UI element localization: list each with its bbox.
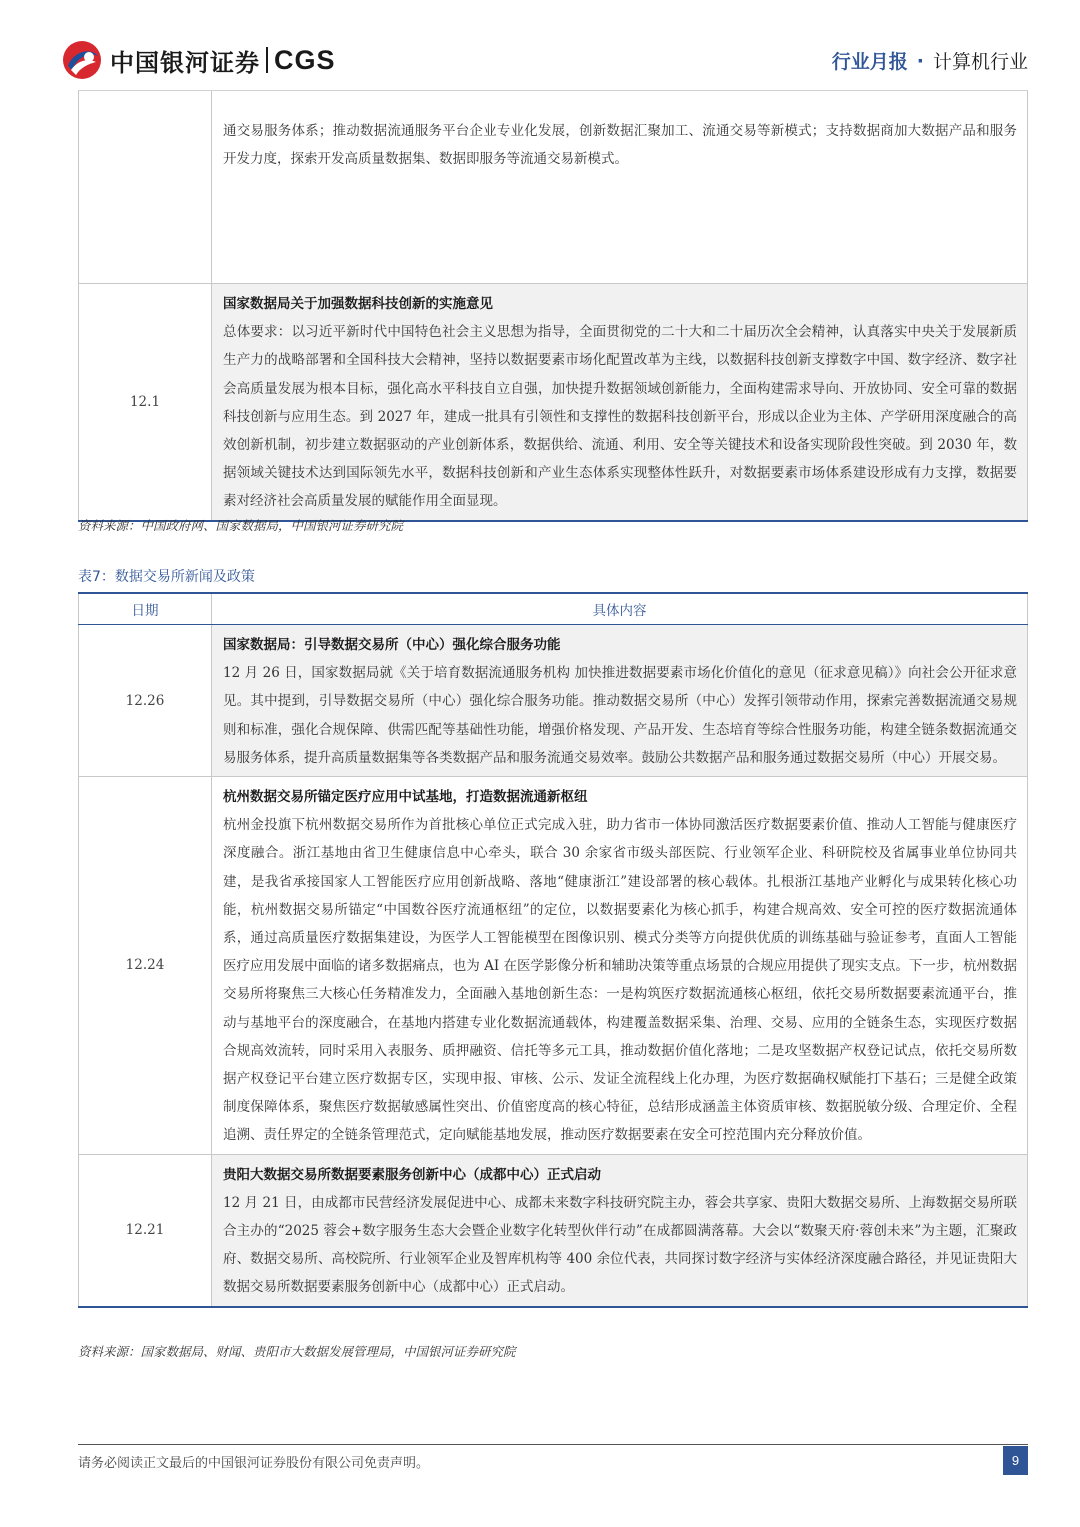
logo-divider — [266, 47, 268, 73]
date-cell: 12.1 — [79, 284, 212, 521]
content-title: 国家数据局关于加强数据科技创新的实施意见 — [223, 296, 493, 312]
content-title: 国家数据局：引导数据交易所（中心）强化综合服务功能 — [223, 637, 561, 653]
table-row — [79, 91, 1028, 284]
table-row — [79, 777, 1028, 1155]
content-title: 贵阳大数据交易所数据要素服务创新中心（成都中心）正式启动 — [223, 1166, 601, 1183]
date-cell: 12.21 — [79, 1154, 212, 1307]
logo-chinese-name: 中国银河证券 — [110, 48, 260, 77]
content-title: 杭州数据交易所锚定医疗应用中试基地，打造数据流通新枢纽 — [223, 789, 588, 806]
date-cell: 12.24 — [79, 777, 212, 1155]
column-header-date: 日期 — [79, 593, 212, 625]
content-cell — [212, 284, 1028, 521]
date-cell: 12.26 — [79, 625, 212, 777]
table1-source: 资料来源：中国政府网、国家数据局，中国银河证券研究院 — [78, 518, 404, 533]
report-separator: · — [916, 49, 924, 72]
table-row — [79, 284, 1028, 521]
content-cell — [212, 625, 1028, 777]
column-header-content: 具体内容 — [212, 593, 1028, 625]
page-number: 9 — [1003, 1446, 1028, 1475]
policy-table-continued — [78, 91, 1028, 522]
report-category: 行业月报 — [831, 51, 908, 73]
content-paragraph: 12 月 21 日，由成都市民营经济发展促进中心、成都未来数字科技研究院主办，蓉会共享家、贵阳大数据交易所、上海数据交易所联合主办的“2025 蓉会+数字服务生态大会暨企业数字化转型伙伴行动”在成都圆满落幕。大会以“数聚天府·蓉创未来”为主题，汇聚政府、数据交易所、高校院所、行业领军企业及智库机构等 400 余位代表，共同探讨数字经济与实体经济深度融合路径，并见证贵阳大数据交易所数据要素服务创新中心（成都中心）正式启动。 — [223, 1194, 1017, 1296]
logo-english-name: CGS — [274, 44, 336, 75]
content-cell — [212, 1154, 1028, 1307]
table-caption: 表7：数据交易所新闻及政策 — [78, 569, 255, 585]
cgs-logo-icon — [62, 40, 102, 80]
table2-source: 资料来源：国家数据局、财闻、贵阳市大数据发展管理局，中国银河证券研究院 — [78, 1344, 516, 1359]
content-cell — [212, 777, 1028, 1155]
data-exchange-news-table — [78, 592, 1028, 1308]
content-paragraph: 杭州金投旗下杭州数据交易所作为首批核心单位正式完成入驻，助力省市一体协同激活医疗数据要素价值、推动人工智能与健康医疗深度融合。浙江基地由省卫生健康信息中心牵头，联合 30 余家省市级头部医院、行业领军企业、科研院校及省属事业单位协同共建，是我省承接国家人工智能医疗应用创新战略、落地“健康浙江”建设部署的核心载体。扎根浙江基地产业孵化与成果转化核心功能，杭州数据交易所锚定“中国数谷医疗流通枢纽”的定位，以数据要素化为核心抓手，构建合规高效、安全可控的医疗数据流通体系，通过高质量医疗数据集建设，为医学人工智能模型在图像识别、模式分类等方向提供优质的训练基础与验证参考，直面人工智能医疗应用发展中面临的诸多数据痛点，也为 AI 在医学影像分析和辅助决策等重点场景的合规应用提供了现实支点。下一步，杭州数据交易所将聚焦三大核心任务精准发力，全面融入基地创新生态：一是构筑医疗数据流通核心枢纽，依托交易所数据要素流通平台，推动与基地平台的深度融合，在基地内搭建专业化数据流通载体，构建覆盖数据采集、治理、交易、应用的全链条生态，实现医疗数据合规高效流转，同时采用入表服务、质押融资、信托等多元工具，推动数据价值化落地；二是攻坚数据产权登记试点，依托交易所数据产权登记平台建立医疗数据专区，实现申报、审核、公示、发证全流程线上化办理，为医疗数据确权赋能打下基石；三是健全政策制度保障体系，聚焦医疗数据敏感属性突出、价值密度高的核心特征，总结形成涵盖主体资质审核、数据脱敏分级、合理定价、全程追溯、责任界定的全链条管理范式，定向赋能基地发展，推动医疗数据要素在安全可控范围内充分释放价值。 — [223, 817, 1017, 1144]
brand-logo — [62, 40, 336, 80]
table-header-row — [79, 593, 1028, 625]
report-type-label — [832, 47, 1028, 74]
table-row — [79, 1154, 1028, 1307]
table-row — [79, 625, 1028, 777]
content-paragraph: 12 月 26 日，国家数据局就《关于培育数据流通服务机构 加快推进数据要素市场化价值化的意见（征求意见稿）》向社会公开征求意见。其中提到，引导数据交易所（中心）强化综合服务功能。推动数据交易所（中心）发挥引领带动作用，探索完善数据流通交易规则和标准，强化合规保障、供需匹配等基础性功能，增强价格发现、产品开发、生态培育等综合性服务功能，构建全链条数据流通交易服务体系，提升高质量数据集等各类数据产品和服务流通交易效率。鼓励公共数据产品和服务通过数据交易所（中心）开展交易。 — [223, 665, 1017, 766]
date-cell — [79, 91, 212, 284]
content-paragraph: 总体要求：以习近平新时代中国特色社会主义思想为指导，全面贯彻党的二十大和二十届历次全会精神，认真落实中央关于发展新质生产力的战略部署和全国科技大会精神，坚持以数据要素市场化配置改革为主线，以数据科技创新支撑数字中国、数字经济、数字社会高质量发展为根本目标，强化高水平科技自立自强，加快提升数据领域创新能力，全面构建需求导向、开放协同、安全可靠的数据科技创新与应用生态。到 2027 年，建成一批具有引领性和支撑性的数据科技创新平台，形成以企业为主体、产学研用深度融合的高效创新机制，初步建立数据驱动的产业创新体系，数据供给、流通、利用、安全等关键技术和设备实现阶段性突破。到 2030 年，数据领域关键技术达到国际领先水平，数据科技创新和产业生态体系实现整体性跃升，对数据要素市场体系建设形成有力支撑，数据要素对经济社会高质量发展的赋能作用全面显现。 — [223, 324, 1017, 510]
footer-divider — [78, 1444, 1028, 1445]
report-industry: 计算机行业 — [932, 51, 1028, 73]
content-paragraph: 通交易服务体系；推动数据流通服务平台企业专业化发展，创新数据汇聚加工、流通交易等新模式；支持数据商加大数据产品和服务开发力度，探索开发高质量数据集、数据即服务等流通交易新模式。 — [223, 123, 1017, 168]
content-cell — [212, 91, 1028, 284]
footer-disclaimer: 请务必阅读正文最后的中国银河证券股份有限公司免责声明。 — [78, 1456, 430, 1471]
